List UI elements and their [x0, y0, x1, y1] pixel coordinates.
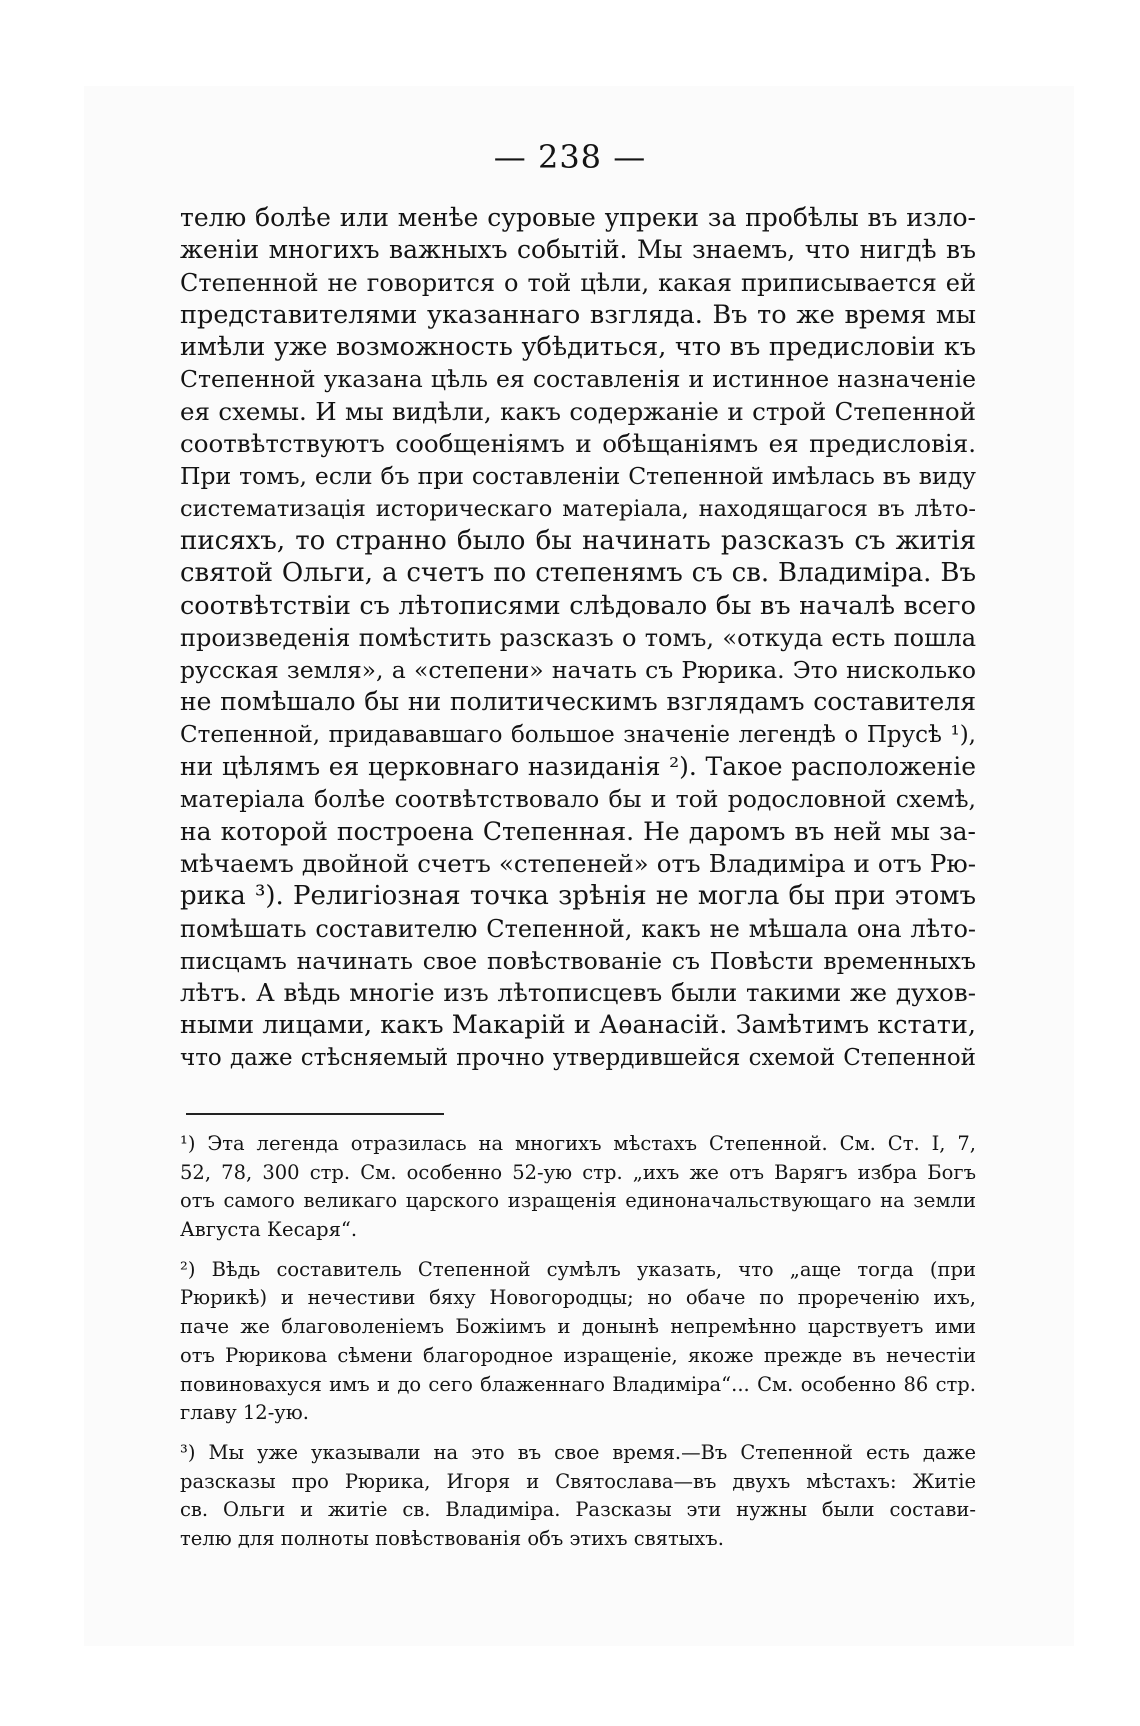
footnote-3	[180, 1439, 976, 1554]
body-line: телю болѣе или менѣе суровые упреки за пробѣлы въ изло-	[180, 203, 976, 232]
body-line: на которой построена Степенная. Не даромъ въ ней мы за-	[180, 816, 976, 846]
body-line: Степенной не говорится о той цѣли, какая приписывается ей	[180, 268, 976, 297]
page-number: — 238 —	[493, 138, 647, 176]
body-line: ными лицами, какъ Макарій и Аѳанасій. Замѣтимъ кстати,	[180, 1010, 976, 1041]
body-line: писцамъ начинать свое повѣствованіе съ Повѣсти временныхъ	[180, 946, 976, 975]
body-line: соотвѣтствуютъ сообщеніямъ и обѣщаніямъ ея предисловія.	[180, 429, 976, 459]
body-line: ни цѣлямъ ея церковнаго назиданія ²). Такое расположеніе	[180, 752, 976, 782]
body-line: ея схемы. И мы видѣли, какъ содержаніе и строй Степенной	[180, 396, 976, 426]
body-line: При томъ, если бъ при составленіи Степенной имѣлась въ виду	[180, 462, 976, 491]
footnote-line: паче же благоволеніемъ Божіимъ и донынѣ непремѣнно царствуетъ ими	[180, 1315, 976, 1339]
body-line: рика ³). Религіозная точка зрѣнія не могла бы при этомъ	[180, 881, 976, 912]
body-text	[180, 202, 976, 1074]
footnote-line: ³) Мы уже указывали на это въ свое время.—Въ Степенной есть даже	[180, 1440, 976, 1464]
footnote-line: повиновахуся имъ и до сего блаженнаго Владиміра“... См. особенно 86 стр.	[180, 1372, 976, 1396]
body-line: произведенія помѣстить разсказъ о томъ, «откуда есть пошла	[180, 623, 976, 652]
body-line: мѣчаемъ двойной счетъ «степеней» отъ Владиміра и отъ Рю-	[180, 848, 976, 878]
footnote-line: Августа Кесаря“.	[180, 1218, 358, 1242]
footnote-line: 52, 78, 300 стр. См. особенно 52-ую стр. „ихъ же отъ Варягъ избра Богъ	[180, 1160, 976, 1184]
footnote-line: Рюрикѣ) и нечестиви бяху Новогородцы; но обаче по прореченію ихъ,	[180, 1286, 976, 1310]
body-line: не помѣшало бы ни политическимъ взглядамъ составителя	[180, 687, 976, 717]
body-line: систематизація историческаго матеріала, находящагося въ лѣто-	[180, 495, 976, 522]
body-line: святой Ольги, а счетъ по степенямъ съ св. Владиміра. Въ	[180, 558, 976, 589]
footnote-2	[180, 1256, 976, 1428]
body-line: Степенной указана цѣль ея составленія и истинное назначеніе	[180, 365, 976, 394]
footnote-line: ²) Вѣдь составитель Степенной сумѣлъ указать, что „аще тогда (при	[180, 1257, 976, 1281]
footnote-line: разсказы про Рюрика, Игоря и Святослава—въ двухъ мѣстахъ: Житіе	[180, 1469, 976, 1493]
footnote-line: телю для полноты повѣствованія объ этихъ святыхъ.	[180, 1526, 724, 1550]
footnote-line: главу 12-ую.	[180, 1401, 309, 1425]
body-line: помѣшать составителю Степенной, какъ не мѣшала она лѣто-	[180, 914, 976, 943]
body-line: имѣли уже возможность убѣдиться, что въ предисловіи къ	[180, 332, 976, 363]
footnote-divider	[186, 1113, 444, 1115]
body-line: лѣтъ. А вѣдь многіе изъ лѣтописцевъ были такими же духов-	[180, 978, 976, 1008]
body-line: женіи многихъ важныхъ событій. Мы знаемъ, что нигдѣ въ	[180, 235, 976, 265]
body-line: матеріала болѣе соотвѣтствовало бы и той родословной схемѣ,	[180, 785, 976, 814]
body-line: соотвѣтствіи съ лѣтописями слѣдовало бы въ началѣ всего	[180, 590, 976, 621]
footnotes	[180, 1130, 976, 1554]
body-line: русская земля», а «степени» начать съ Рюрика. Это нисколько	[180, 656, 976, 685]
body-line: Степенной, придававшаго большое значеніе легендѣ о Прусѣ ¹),	[180, 721, 976, 748]
body-line: писяхъ, то странно было бы начинать разсказъ съ житія	[180, 525, 976, 556]
footnote-line: св. Ольги и житіе св. Владиміра. Разсказы эти нужны были состави-	[180, 1498, 976, 1522]
footnote-line: отъ Рюрикова сѣмени благородное изращеніе, якоже прежде въ нечестіи	[180, 1343, 976, 1367]
footnote-line: ¹) Эта легенда отразилась на многихъ мѣстахъ Степенной. См. Ст. I, 7,	[180, 1132, 976, 1155]
body-line: что даже стѣсняемый прочно утвердившейся схемой Степенной	[180, 1044, 976, 1071]
body-line: представителями указаннаго взгляда. Въ то же время мы	[180, 299, 976, 330]
footnote-line: отъ самого великаго царского изращенія единоначальствующаго на земли	[180, 1189, 976, 1213]
footnote-1	[180, 1130, 976, 1245]
